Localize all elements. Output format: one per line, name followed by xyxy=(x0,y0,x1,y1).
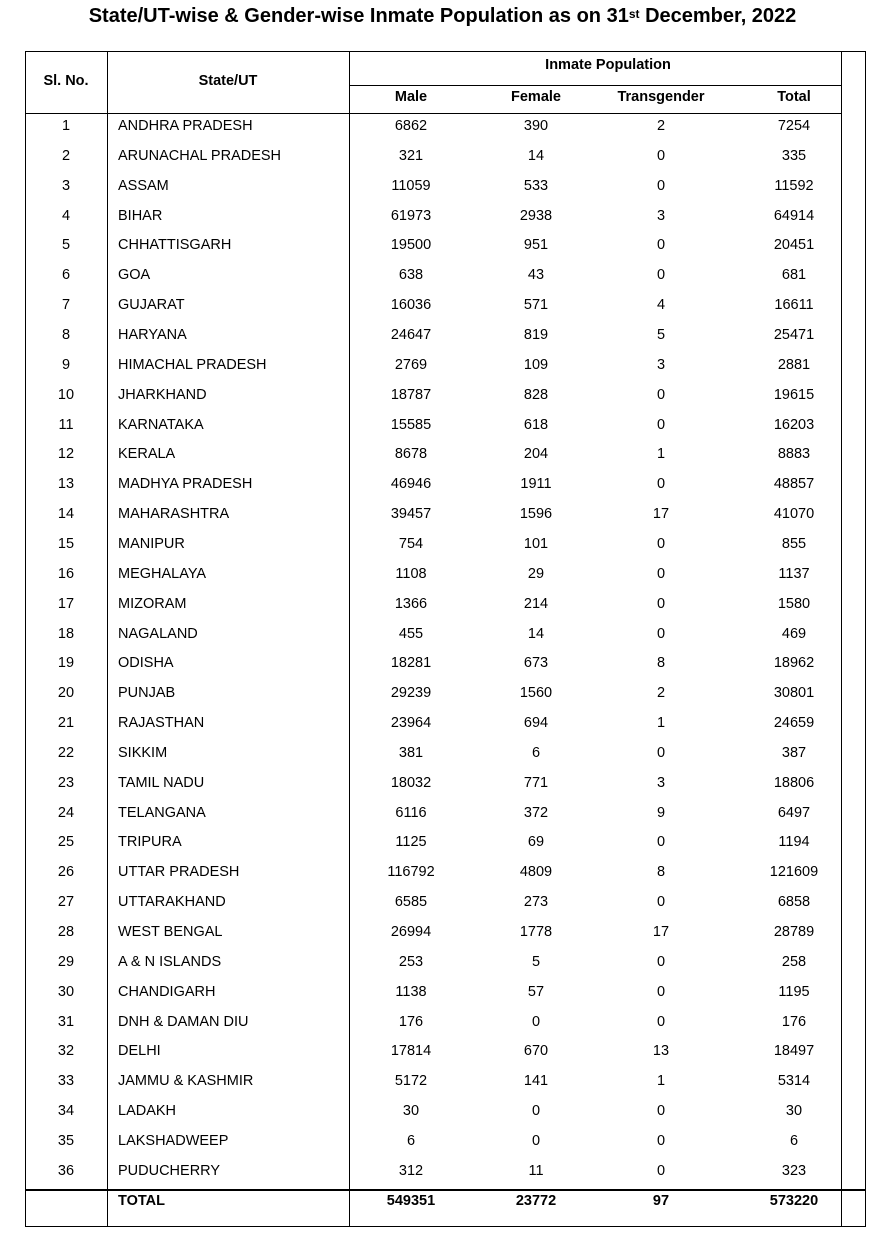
title-superscript: st xyxy=(628,7,640,21)
cell-male: 754 xyxy=(398,535,424,552)
cell-male: 26994 xyxy=(390,924,432,940)
cell-state: TRIPURA xyxy=(118,834,182,851)
cell-sl: 30 xyxy=(57,983,75,1000)
cell-state: MAHARASHTRA xyxy=(118,506,230,523)
cell-total: 6497 xyxy=(777,804,811,821)
total-total: 573220 xyxy=(769,1193,819,1209)
cell-total: 48857 xyxy=(773,476,815,493)
cell-female: 819 xyxy=(523,327,549,343)
cell-transgender: 0 xyxy=(656,237,666,254)
cell-transgender: 0 xyxy=(656,535,666,552)
cell-state: ODISHA xyxy=(118,655,174,672)
cell-total: 1195 xyxy=(778,983,810,1000)
cell-total: 18962 xyxy=(773,655,815,672)
cell-male: 30 xyxy=(402,1103,420,1120)
cell-male: 6 xyxy=(406,1132,416,1149)
cell-state: ARUNACHAL PRADESH xyxy=(118,147,282,164)
cell-female: 1911 xyxy=(520,476,552,493)
cell-state: JAMMU & KASHMIR xyxy=(118,1073,254,1090)
cell-sl: 31 xyxy=(57,1013,75,1030)
cell-male: 15585 xyxy=(390,416,432,433)
cell-female: 6 xyxy=(531,744,541,761)
group-header-divider xyxy=(349,85,841,86)
cell-total: 335 xyxy=(781,147,807,164)
cell-transgender: 1 xyxy=(656,446,666,463)
cell-male: 1366 xyxy=(394,595,428,612)
cell-sl: 4 xyxy=(61,207,71,224)
cell-state: PUNJAB xyxy=(118,685,176,702)
cell-female: 109 xyxy=(523,356,549,373)
header-female: Female xyxy=(511,89,561,105)
header-total: Total xyxy=(777,89,811,105)
total-male: 549351 xyxy=(386,1193,436,1209)
cell-state: NAGALAND xyxy=(118,625,198,642)
cell-male: 18032 xyxy=(390,774,432,791)
cell-transgender: 3 xyxy=(656,207,666,224)
cell-state: BIHAR xyxy=(118,207,163,224)
cell-state: DELHI xyxy=(118,1043,161,1060)
title-date: December, 2022 xyxy=(639,5,797,27)
cell-transgender: 0 xyxy=(656,834,666,851)
cell-total: 20451 xyxy=(773,237,815,254)
cell-state: RAJASTHAN xyxy=(118,715,205,731)
cell-male: 312 xyxy=(398,1162,424,1179)
cell-total: 16611 xyxy=(774,297,814,314)
cell-total: 30801 xyxy=(773,685,815,702)
cell-male: 8678 xyxy=(394,446,428,463)
cell-transgender: 0 xyxy=(656,416,666,433)
cell-state: MIZORAM xyxy=(118,595,187,612)
header-inmate-population: Inmate Population xyxy=(545,57,671,73)
cell-total: 1194 xyxy=(778,834,810,851)
cell-transgender: 0 xyxy=(656,625,666,642)
cell-sl: 1 xyxy=(61,118,71,134)
cell-state: TAMIL NADU xyxy=(118,774,205,791)
cell-transgender: 0 xyxy=(656,983,666,1000)
cell-transgender: 3 xyxy=(656,774,666,791)
cell-female: 14 xyxy=(527,147,545,164)
cell-transgender: 0 xyxy=(656,1162,666,1179)
cell-sl: 15 xyxy=(57,535,75,552)
cell-male: 5172 xyxy=(394,1073,428,1090)
cell-female: 69 xyxy=(527,834,545,851)
cell-transgender: 17 xyxy=(652,506,670,523)
cell-total: 1580 xyxy=(777,595,811,612)
cell-transgender: 17 xyxy=(652,924,670,940)
cell-total: 19615 xyxy=(773,386,815,403)
cell-state: TELANGANA xyxy=(118,804,206,821)
cell-sl: 13 xyxy=(57,476,75,493)
cell-total: 121609 xyxy=(769,864,819,881)
cell-state: ANDHRA PRADESH xyxy=(118,118,253,134)
cell-female: 5 xyxy=(531,953,541,970)
cell-state: GOA xyxy=(118,267,151,284)
cell-sl: 18 xyxy=(57,625,75,642)
cell-female: 771 xyxy=(523,774,549,791)
cell-male: 1108 xyxy=(395,565,427,582)
cell-transgender: 0 xyxy=(656,267,666,284)
cell-transgender: 0 xyxy=(656,1013,666,1030)
cell-male: 29239 xyxy=(390,685,432,702)
cell-sl: 33 xyxy=(57,1073,75,1090)
cell-female: 14 xyxy=(527,625,545,642)
cell-state: PUDUCHERRY xyxy=(118,1162,221,1179)
total-female: 23772 xyxy=(515,1193,557,1209)
cell-male: 11059 xyxy=(391,177,431,194)
cell-transgender: 0 xyxy=(656,1103,666,1120)
cell-state: KERALA xyxy=(118,446,176,463)
cell-state: UTTAR PRADESH xyxy=(118,864,240,881)
cell-sl: 12 xyxy=(57,446,75,463)
cell-sl: 22 xyxy=(57,744,75,761)
cell-female: 101 xyxy=(523,535,549,552)
cell-total: 258 xyxy=(781,953,807,970)
cell-sl: 34 xyxy=(57,1103,75,1120)
cell-sl: 24 xyxy=(57,804,75,821)
cell-female: 533 xyxy=(523,177,549,194)
cell-transgender: 2 xyxy=(656,118,666,134)
header-bottom-divider xyxy=(26,113,841,114)
cell-state: DNH & DAMAN DIU xyxy=(118,1013,249,1030)
cell-transgender: 0 xyxy=(656,476,666,493)
cell-male: 16036 xyxy=(390,297,432,314)
cell-total: 5314 xyxy=(777,1073,811,1090)
cell-female: 141 xyxy=(523,1073,549,1090)
cell-total: 855 xyxy=(781,535,807,552)
cell-sl: 8 xyxy=(61,327,71,343)
cell-total: 6 xyxy=(789,1132,799,1149)
cell-total: 1137 xyxy=(778,565,810,582)
cell-sl: 16 xyxy=(57,565,75,582)
cell-sl: 35 xyxy=(57,1132,75,1149)
cell-transgender: 1 xyxy=(656,1073,666,1090)
cell-male: 253 xyxy=(398,953,424,970)
cell-total: 2881 xyxy=(777,356,811,373)
cell-state: GUJARAT xyxy=(118,297,185,314)
cell-transgender: 0 xyxy=(656,894,666,911)
cell-state: MADHYA PRADESH xyxy=(118,476,253,493)
cell-transgender: 13 xyxy=(652,1043,670,1060)
total-label: TOTAL xyxy=(118,1193,165,1209)
title-text: State/UT-wise & Gender-wise Inmate Population as on 31 xyxy=(88,5,629,27)
cell-total: 6858 xyxy=(777,894,811,911)
cell-male: 17814 xyxy=(390,1043,432,1060)
cell-female: 273 xyxy=(523,894,549,911)
cell-male: 381 xyxy=(398,744,424,761)
cell-transgender: 0 xyxy=(656,565,666,582)
cell-sl: 6 xyxy=(61,267,71,284)
cell-sl: 26 xyxy=(57,864,75,881)
cell-sl: 7 xyxy=(61,297,71,314)
cell-sl: 11 xyxy=(58,416,74,433)
cell-transgender: 1 xyxy=(656,715,666,731)
cell-total: 323 xyxy=(781,1162,807,1179)
cell-state: JHARKHAND xyxy=(118,386,207,403)
cell-transgender: 5 xyxy=(656,327,666,343)
cell-transgender: 8 xyxy=(656,864,666,881)
cell-total: 387 xyxy=(781,744,807,761)
cell-female: 2938 xyxy=(519,207,553,224)
total-transgender: 97 xyxy=(652,1193,670,1209)
cell-sl: 14 xyxy=(57,506,75,523)
cell-transgender: 0 xyxy=(656,177,666,194)
cell-female: 673 xyxy=(523,655,549,672)
cell-sl: 25 xyxy=(57,834,75,851)
cell-sl: 28 xyxy=(57,924,75,940)
cell-female: 0 xyxy=(531,1013,541,1030)
cell-total: 176 xyxy=(781,1013,807,1030)
cell-male: 61973 xyxy=(390,207,432,224)
cell-total: 469 xyxy=(781,625,807,642)
cell-total: 25471 xyxy=(773,327,815,343)
cell-transgender: 9 xyxy=(656,804,666,821)
cell-male: 19500 xyxy=(390,237,432,254)
cell-state: LADAKH xyxy=(118,1103,177,1120)
cell-female: 618 xyxy=(523,416,549,433)
col-divider-state xyxy=(349,52,350,1226)
cell-female: 372 xyxy=(523,804,549,821)
cell-male: 24647 xyxy=(390,327,432,343)
cell-sl: 10 xyxy=(57,386,75,403)
cell-state: ASSAM xyxy=(118,177,169,194)
cell-male: 39457 xyxy=(390,506,432,523)
cell-sl: 23 xyxy=(57,774,75,791)
cell-transgender: 2 xyxy=(656,685,666,702)
cell-sl: 19 xyxy=(57,655,75,672)
cell-state: MANIPUR xyxy=(118,535,185,552)
cell-total: 18806 xyxy=(773,774,815,791)
cell-sl: 17 xyxy=(57,595,75,612)
cell-sl: 20 xyxy=(57,685,75,702)
cell-male: 2769 xyxy=(394,356,428,373)
header-transgender: Transgender xyxy=(617,89,705,105)
cell-total: 11592 xyxy=(774,177,814,194)
cell-total: 8883 xyxy=(777,446,811,463)
inmate-population-table xyxy=(25,51,866,1227)
cell-female: 390 xyxy=(523,118,549,134)
cell-transgender: 0 xyxy=(656,595,666,612)
cell-state: WEST BENGAL xyxy=(118,924,223,940)
cell-female: 1778 xyxy=(519,924,553,940)
cell-total: 681 xyxy=(781,267,807,284)
cell-female: 1596 xyxy=(519,506,553,523)
cell-female: 670 xyxy=(523,1043,549,1060)
cell-male: 46946 xyxy=(390,476,432,493)
cell-male: 6862 xyxy=(394,118,428,134)
cell-total: 28789 xyxy=(773,924,815,940)
cell-total: 7254 xyxy=(777,118,811,134)
cell-male: 18281 xyxy=(390,655,432,672)
cell-female: 204 xyxy=(523,446,549,463)
cell-state: CHANDIGARH xyxy=(118,983,216,1000)
cell-female: 1560 xyxy=(519,685,553,702)
cell-sl: 21 xyxy=(57,715,75,731)
cell-male: 6116 xyxy=(395,804,427,821)
cell-male: 116792 xyxy=(387,864,435,881)
cell-transgender: 0 xyxy=(656,1132,666,1149)
cell-state: LAKSHADWEEP xyxy=(118,1132,229,1149)
cell-total: 64914 xyxy=(773,207,815,224)
cell-male: 1125 xyxy=(395,834,427,851)
cell-sl: 32 xyxy=(57,1043,75,1060)
cell-state: MEGHALAYA xyxy=(118,565,207,582)
cell-transgender: 8 xyxy=(656,655,666,672)
cell-total: 30 xyxy=(785,1103,803,1120)
cell-sl: 27 xyxy=(57,894,75,911)
cell-total: 24659 xyxy=(773,715,815,731)
cell-sl: 9 xyxy=(61,356,71,373)
page-title xyxy=(0,4,885,28)
header-male: Male xyxy=(394,89,428,105)
cell-female: 694 xyxy=(523,715,549,731)
cell-female: 571 xyxy=(523,297,549,314)
cell-transgender: 0 xyxy=(656,147,666,164)
cell-state: SIKKIM xyxy=(118,744,168,761)
cell-female: 11 xyxy=(528,1162,544,1179)
cell-female: 828 xyxy=(523,386,549,403)
cell-female: 0 xyxy=(531,1132,541,1149)
cell-state: CHHATTISGARH xyxy=(118,237,232,254)
cell-male: 321 xyxy=(398,147,424,164)
cell-female: 0 xyxy=(531,1103,541,1120)
total-row-divider xyxy=(26,1189,866,1191)
cell-state: HIMACHAL PRADESH xyxy=(118,356,267,373)
cell-state: A & N ISLANDS xyxy=(118,953,222,970)
cell-total: 41070 xyxy=(773,506,815,523)
cell-state: HARYANA xyxy=(118,327,187,343)
header-state: State/UT xyxy=(198,73,258,89)
cell-state: UTTARAKHAND xyxy=(118,894,226,911)
cell-female: 29 xyxy=(527,565,545,582)
cell-transgender: 3 xyxy=(656,356,666,373)
header-sl-no: Sl. No. xyxy=(43,73,89,89)
cell-transgender: 0 xyxy=(656,953,666,970)
col-divider-right xyxy=(841,52,842,1226)
cell-male: 6585 xyxy=(394,894,428,911)
cell-state: KARNATAKA xyxy=(118,416,204,433)
cell-male: 1138 xyxy=(395,983,427,1000)
cell-female: 43 xyxy=(527,267,545,284)
cell-sl: 3 xyxy=(61,177,71,194)
cell-female: 214 xyxy=(523,595,549,612)
cell-sl: 36 xyxy=(57,1162,75,1179)
cell-male: 455 xyxy=(398,625,424,642)
cell-female: 4809 xyxy=(519,864,553,881)
cell-male: 638 xyxy=(398,267,424,284)
cell-total: 18497 xyxy=(773,1043,815,1060)
cell-male: 18787 xyxy=(390,386,432,403)
col-divider-sl xyxy=(107,52,108,1226)
cell-female: 57 xyxy=(527,983,545,1000)
cell-total: 16203 xyxy=(773,416,815,433)
cell-transgender: 0 xyxy=(656,744,666,761)
cell-male: 23964 xyxy=(390,715,432,731)
cell-transgender: 4 xyxy=(656,297,666,314)
cell-male: 176 xyxy=(398,1013,424,1030)
cell-sl: 2 xyxy=(61,147,71,164)
cell-sl: 5 xyxy=(61,237,71,254)
cell-sl: 29 xyxy=(57,953,75,970)
cell-transgender: 0 xyxy=(656,386,666,403)
cell-female: 951 xyxy=(523,237,549,254)
